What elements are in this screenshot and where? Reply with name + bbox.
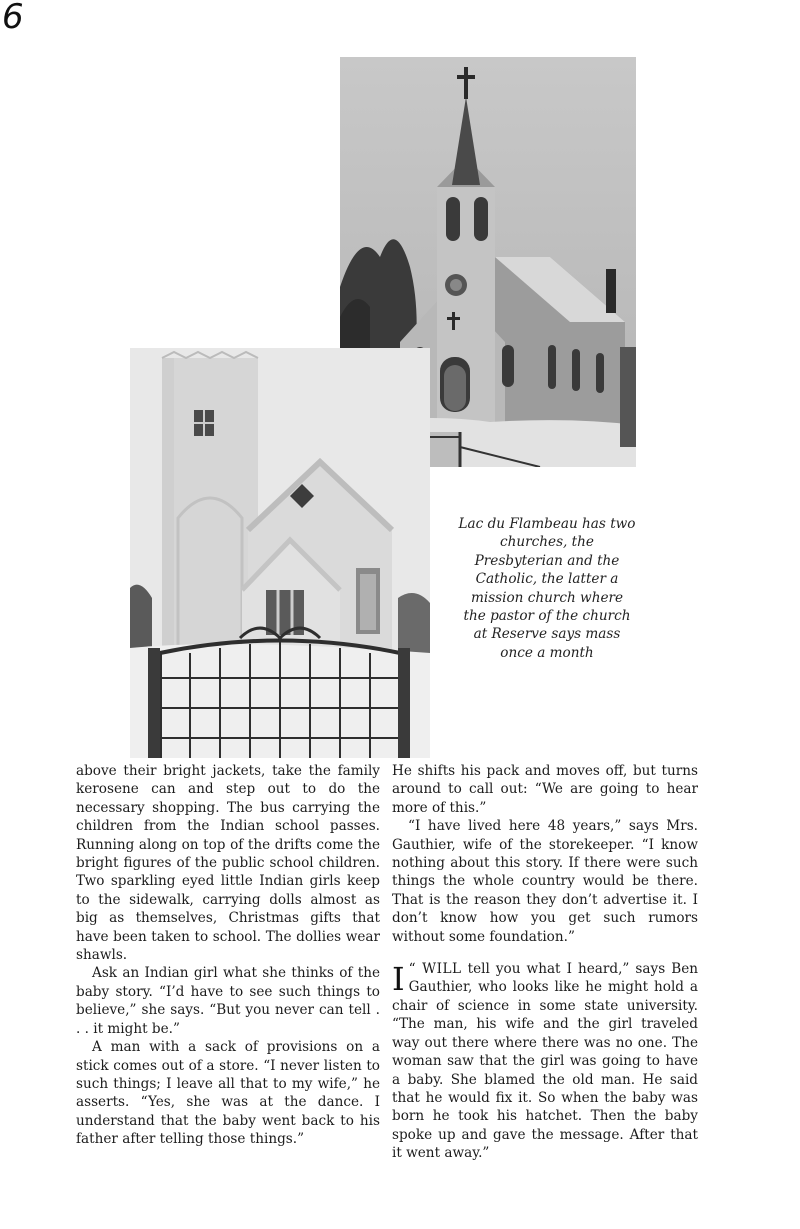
article-column-right <box>392 762 698 1163</box>
paragraph: A man with a sack of provisions on a stick comes out of a store. “I never listen to such things; I leave all that to my wife,” he asserts. “Yes, she was at the dance. I understand that the baby went back to his father after telling those things.” <box>76 1039 380 1148</box>
paragraph: “I have lived here 48 years,” says Mrs. Gauthier, wife of the storekeeper. “I know nothing about this story. If there were such things the whole country would be there. That is the reason they don’t advertise it. I don’t know how you get such rumors without some foundation.” <box>392 818 698 945</box>
page-number: 6 <box>2 0 24 37</box>
photo-caption: Lac du Flambeau has two churches, the Presbyterian and the Catholic, the latter a mission church where the pastor of the church at Reserve says mass once a month <box>458 516 636 661</box>
section-text: tell you what I heard,” says Ben Gauthier, who looks like he might hold a chair of science in some state university. “The man, his wife and the girl traveled way out there where there was no one. The woman saw that the girl was going to have a baby. She blamed the old man. He said that he would fix it. So when the baby was born he took his hatchet. Then the baby spoke up and gave the message. After that it went away.” <box>392 961 699 1162</box>
paragraph: Ask an Indian girl what she thinks of the baby story. “I’d have to see such things to believe,” she says. “But you never can tell . . . it might be.” <box>76 965 380 1037</box>
paragraph: He shifts his pack and moves off, but turns around to call out: “We are going to hear more of this.” <box>392 763 698 816</box>
presbyterian-church-photo <box>130 348 430 758</box>
drop-cap: I <box>392 960 405 999</box>
paragraph: above their bright jackets, take the family kerosene can and step out to do the necessary shopping. The bus carrying the children from the Indian school passes. Running along on top of the drifts come the bright figures of the public school children. Two sparkling eyed little Indian girls keep to the sidewalk, carrying dolls almost as big as themselves, Christmas gifts that have been taken to school. The dollies wear shawls. <box>76 763 380 964</box>
lead-word: WILL <box>415 961 462 978</box>
open-quote: “ <box>408 961 416 978</box>
section-paragraph <box>392 960 698 1162</box>
article-column-left <box>76 762 380 1149</box>
